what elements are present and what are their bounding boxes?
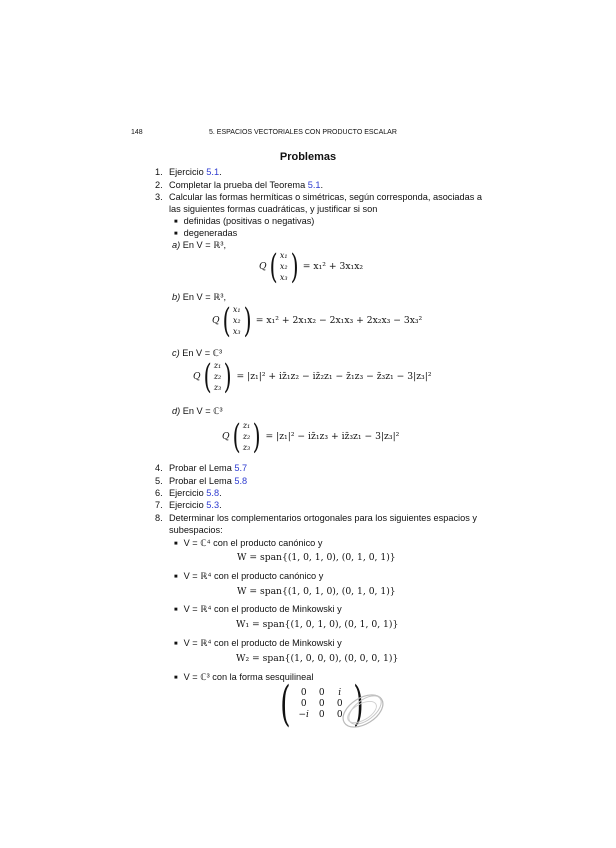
problem-3-line1: Calcular las formas hermíticas o simétricas, según corresponda, asociadas a bbox=[169, 192, 483, 202]
problem-2 bbox=[155, 180, 324, 190]
vec-entry: z₁ bbox=[242, 421, 251, 430]
matrix-entry: 0 bbox=[336, 699, 343, 709]
problem-3-number: 3. bbox=[155, 192, 163, 202]
part-c bbox=[172, 348, 222, 359]
problem-5 bbox=[155, 476, 248, 486]
problem-text: Ejercicio bbox=[169, 488, 207, 498]
punct: . bbox=[320, 180, 324, 190]
punct: . bbox=[219, 500, 222, 510]
problem-number: 2. bbox=[155, 180, 163, 190]
problem-8-number: 8. bbox=[155, 513, 163, 523]
span-eq-3: W₁ = span{(1, 0, 1, 0), (0, 1, 0, 1)} bbox=[236, 619, 399, 630]
page-number: 148 bbox=[131, 129, 143, 136]
part-d bbox=[172, 406, 223, 417]
matrix-entry: i bbox=[338, 688, 342, 698]
vec-entry: z₂ bbox=[242, 432, 251, 441]
q-symbol: Q bbox=[222, 431, 230, 442]
subspace-bullet-5 bbox=[174, 672, 313, 683]
problem-1 bbox=[155, 167, 222, 177]
part-text: En V = ℝ³, bbox=[182, 240, 227, 250]
quadratic-form: Q ( x₁ x₂ x₃ ) = x₁² + 3x₁x₂ bbox=[259, 246, 364, 287]
bullet-text: V = ℝ⁴ con el producto de Minkowski y bbox=[183, 638, 342, 648]
vec-entry: x₁ bbox=[279, 251, 288, 260]
vec-entry: x₃ bbox=[232, 327, 241, 336]
matrix-entry: 0 bbox=[318, 688, 325, 698]
problem-8-line1: Determinar los complementarios ortogonales para los siguientes espacios y bbox=[169, 513, 477, 523]
bullet-text: degeneradas bbox=[183, 228, 238, 238]
problem-text: Ejercicio bbox=[169, 500, 207, 510]
matrix-entry: 0 bbox=[318, 699, 325, 709]
bullet-definidas bbox=[174, 216, 314, 226]
q-symbol: Q bbox=[212, 315, 220, 326]
part-label: c) bbox=[172, 348, 180, 358]
problem-number: 6. bbox=[155, 488, 163, 498]
span-eq-2: W = span{(1, 0, 1, 0), (0, 1, 0, 1)} bbox=[237, 586, 396, 597]
problem-8-line2: subespacios: bbox=[169, 525, 223, 535]
equation-rhs: = x₁² + 2x₁x₂ − 2x₁x₃ + 2x₂x₃ − 3x₃² bbox=[255, 315, 423, 326]
quadratic-form: Q ( z₁ z₂ z₃ ) = |z₁|² − iz̄₁z₃ + iz̄₃z₁ − 3|z₃|² bbox=[222, 416, 400, 457]
ref-link[interactable]: 5.1 bbox=[307, 180, 321, 190]
matrix-entry: 0 bbox=[318, 710, 325, 720]
vec-entry: x₁ bbox=[232, 305, 241, 314]
subspace-bullet-2 bbox=[174, 571, 323, 582]
problem-number: 7. bbox=[155, 500, 163, 510]
equation-rhs: = |z₁|² + iz̄₁z₂ − iz̄₂z₁ − z̄₁z₃ − z̄₃z₁ − 3|z₃|² bbox=[236, 371, 432, 382]
bullet-text: V = ℝ⁴ con el producto canónico y bbox=[183, 571, 324, 581]
part-text: En V = ℂ³ bbox=[182, 406, 223, 416]
section-title: Problemas bbox=[279, 151, 337, 163]
span-eq-4: W₂ = span{(1, 0, 0, 0), (0, 0, 0, 1)} bbox=[236, 653, 399, 664]
matrix-entry: 0 bbox=[336, 710, 343, 720]
equation-b bbox=[212, 300, 423, 341]
ref-link[interactable]: 5.3 bbox=[206, 500, 220, 510]
bullet-degeneradas bbox=[174, 228, 237, 238]
equation-rhs: = x₁² + 3x₁x₂ bbox=[302, 261, 364, 272]
ref-link[interactable]: 5.8 bbox=[234, 476, 248, 486]
pencil-scribble bbox=[336, 688, 394, 734]
vec-entry: x₃ bbox=[279, 273, 288, 282]
matrix-entry: −i bbox=[298, 710, 309, 720]
problem-text: Probar el Lema bbox=[169, 463, 235, 473]
bullet-text: V = ℝ⁴ con el producto de Minkowski y bbox=[183, 604, 342, 614]
subspace-bullet-4 bbox=[174, 638, 342, 649]
bullet-text: definidas (positivas o negativas) bbox=[183, 216, 315, 226]
ref-link[interactable]: 5.7 bbox=[234, 463, 248, 473]
part-text: En V = ℝ³, bbox=[182, 292, 227, 302]
vec-entry: x₂ bbox=[232, 316, 241, 325]
matrix-entry: 0 bbox=[300, 688, 307, 698]
subspace-bullet-3 bbox=[174, 604, 342, 615]
part-text: En V = ℂ³ bbox=[182, 348, 223, 358]
q-symbol: Q bbox=[193, 371, 201, 382]
matrix-entry: 0 bbox=[300, 699, 307, 709]
quadratic-form: Q ( z₁ z₂ z₃ ) = |z₁|² + iz̄₁z₂ − iz̄₂z₁ − z̄₁z₃ − z̄₃z₁ − 3|z₃|² bbox=[193, 356, 432, 397]
problem-4 bbox=[155, 463, 248, 473]
vec-entry: z₃ bbox=[242, 443, 251, 452]
problem-number: 4. bbox=[155, 463, 163, 473]
vec-entry: z₃ bbox=[213, 383, 222, 392]
sesquilinear-matrix: ( 0 0 i 0 0 0 −i 0 0 ) bbox=[280, 676, 364, 732]
vec-entry: z₁ bbox=[213, 361, 222, 370]
problem-text: Completar la prueba del Teorema bbox=[169, 180, 308, 190]
running-title: 5. ESPACIOS VECTORIALES CON PRODUCTO ESCALAR bbox=[209, 129, 397, 136]
q-symbol: Q bbox=[259, 261, 267, 272]
equation-rhs: = |z₁|² − iz̄₁z₃ + iz̄₃z₁ − 3|z₃|² bbox=[265, 431, 400, 442]
part-a bbox=[172, 240, 226, 251]
problem-number: 1. bbox=[155, 167, 163, 177]
span-eq-1: W = span{(1, 0, 1, 0), (0, 1, 0, 1)} bbox=[237, 552, 396, 563]
part-label: b) bbox=[172, 292, 181, 302]
vec-entry: z₂ bbox=[213, 372, 222, 381]
part-label: d) bbox=[172, 406, 181, 416]
problem-7 bbox=[155, 500, 222, 510]
subspace-bullet-1 bbox=[174, 538, 322, 549]
equation-c bbox=[193, 356, 432, 397]
problem-text: Probar el Lema bbox=[169, 476, 235, 486]
problem-text: Ejercicio bbox=[169, 167, 207, 177]
punct: . bbox=[219, 167, 222, 177]
vec-entry: x₂ bbox=[279, 262, 288, 271]
part-b bbox=[172, 292, 226, 303]
problem-number: 5. bbox=[155, 476, 163, 486]
problem-3-line2: las siguientes formas cuadráticas, y justificar si son bbox=[169, 204, 378, 214]
equation-d bbox=[222, 416, 400, 457]
part-label: a) bbox=[172, 240, 181, 250]
bullet-text: V = ℂ⁴ con el producto canónico y bbox=[183, 538, 323, 548]
problem-6 bbox=[155, 488, 222, 498]
bullet-text: V = ℂ³ con la forma sesquilineal bbox=[183, 672, 314, 682]
ref-link[interactable]: 5.1 bbox=[206, 167, 220, 177]
punct: . bbox=[219, 488, 222, 498]
quadratic-form: Q ( x₁ x₂ x₃ ) = x₁² + 2x₁x₂ − 2x₁x₃ + 2x₂x₃ − 3x₃² bbox=[212, 300, 423, 341]
equation-a bbox=[259, 246, 364, 287]
ref-link[interactable]: 5.8 bbox=[206, 488, 220, 498]
